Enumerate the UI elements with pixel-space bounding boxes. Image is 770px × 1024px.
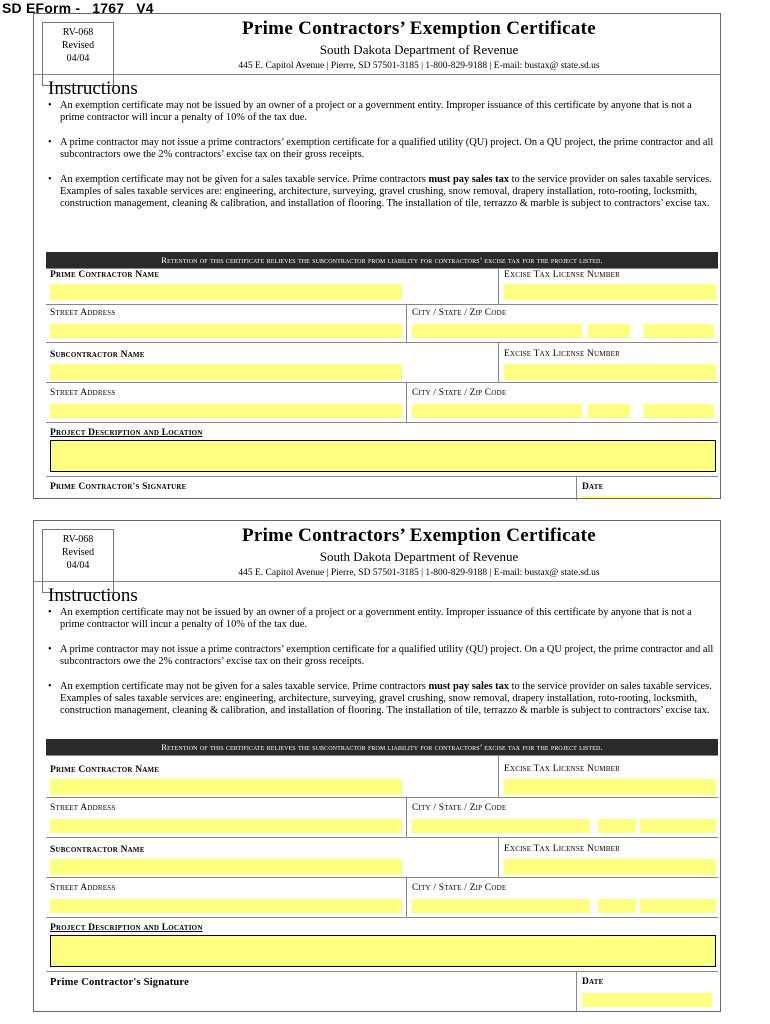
date-label: Date: [582, 977, 604, 987]
row-divider: [46, 755, 718, 756]
street-address-label: Street Address: [50, 803, 116, 813]
prime-contractor-name-field[interactable]: [50, 284, 402, 300]
subcontractor-name-label: Subcontractor Name: [50, 350, 145, 360]
revised-label: Revised: [61, 547, 95, 558]
project-description-field[interactable]: [50, 440, 716, 472]
excise-license-field[interactable]: [504, 779, 716, 795]
column-divider: [406, 382, 407, 422]
street-address-field[interactable]: [50, 819, 402, 833]
row-divider: [46, 422, 718, 423]
state-field[interactable]: [588, 404, 630, 418]
department-name: South Dakota Department of Revenue: [319, 42, 519, 57]
state-field[interactable]: [598, 899, 636, 913]
instruction-text-a: An exemption certificate may not be given for a sales taxable service. Prime contractors: [60, 173, 429, 185]
instructions-list: [48, 607, 718, 730]
subcontractor-name-field[interactable]: [50, 859, 402, 875]
revised-date: 04/04: [66, 53, 90, 64]
city-state-zip-label: City / State / Zip Code: [412, 883, 507, 893]
row-divider: [46, 342, 718, 343]
column-divider: [406, 304, 407, 342]
column-divider: [576, 476, 577, 500]
date-label: Date: [582, 482, 604, 492]
excise-license-label: Excise Tax License Number: [504, 270, 620, 280]
retention-banner: Retention of this certificate relieves the subcontractor from liability for contractors’ excise tax for the project listed.: [46, 739, 718, 755]
instruction-text-b: to the service provider on sales taxable services. Examples of sales taxable services are: engineering, architecture, surveying, gravel crushing, snow removal, drapery installation, roto-rooting, locksmith, construction management, cleaning & calibration, and installation of flooring. The installation of tile, terrazzo & marble is subject to contractors’ excise tax.: [60, 173, 712, 210]
prime-contractor-name-label: Prime Contractor Name: [50, 270, 160, 280]
street-address-label: Street Address: [50, 308, 116, 318]
street-address-label: Street Address: [50, 388, 116, 398]
column-divider: [406, 877, 407, 917]
eform-prefix: SD EForm -: [2, 0, 81, 16]
street-address-field[interactable]: [50, 899, 402, 913]
excise-license-field[interactable]: [504, 364, 716, 380]
instruction-text-b: to the service provider on sales taxable services. Examples of sales taxable services are: engineering, architecture, surveying, gravel crushing, snow removal, drapery installation, roto-rooting, locksmith, construction management, cleaning & calibration, and installation of flooring. The installation of tile, terrazzo & marble is subject to contractors’ excise tax.: [60, 680, 712, 717]
form-code-box: [42, 22, 114, 86]
street-address-label: Street Address: [50, 883, 116, 893]
instruction-item: • An exemption certificate may not be issued by an owner of a project or a government entity. Improper issuance of this certificate by anyone that is not a prime contractor will incur a penalty of 10% of the tax due.: [48, 100, 692, 124]
project-description-field[interactable]: [50, 935, 716, 967]
prime-contractor-name-field[interactable]: [50, 779, 402, 795]
form-header: [34, 521, 720, 582]
instruction-item: • A prime contractor may not issue a prime contractors’ exemption certificate for a qualified utility (QU) project. On a QU project, the prime contractor and all subcontractors owe the 2% contractors’ excise tax on their gross receipts.: [48, 643, 714, 668]
date-field[interactable]: [582, 496, 712, 498]
city-field[interactable]: [412, 404, 582, 418]
city-field[interactable]: [412, 899, 590, 913]
form-title: Prime Contractors’ Exemption Certificate: [241, 18, 597, 39]
form-header: [34, 14, 720, 75]
column-divider: [498, 268, 499, 304]
department-address: 445 E. Capitol Avenue | Pierre, SD 57501-3185 | 1-800-829-9188 | E-mail: bustax@ state.sd.us: [238, 61, 600, 71]
instruction-item: • A prime contractor may not issue a prime contractors’ exemption certificate for a qualified utility (QU) project. On a QU project, the prime contractor and all subcontractors owe the 2% contractors’ excise tax on their gross receipts.: [48, 136, 714, 161]
form-title: Prime Contractors’ Exemption Certificate: [241, 525, 597, 546]
state-field[interactable]: [588, 324, 630, 338]
form-code-box: [42, 529, 114, 593]
column-divider: [576, 971, 577, 1011]
column-divider: [406, 797, 407, 837]
row-divider: [46, 877, 718, 878]
row-divider: [46, 382, 718, 383]
signature-label: Prime Contractor's Signature: [50, 977, 189, 988]
instructions-heading: Instructions: [48, 78, 138, 99]
city-state-zip-label: City / State / Zip Code: [412, 308, 507, 318]
instruction-text: An exemption certificate may not be issued by an owner of a project or a government entity. Improper issuance of this certificate by anyone that is not a prime contractor will incur a penalty of 10% of the tax due.: [60, 607, 692, 631]
street-address-field[interactable]: [50, 404, 402, 418]
row-divider: [46, 268, 718, 269]
form-code: RV-068: [62, 534, 94, 545]
instruction-item: • An exemption certificate may not be given for a sales taxable service. Prime contractors must pay sales tax to the service provider on sales taxable services. Examples of sales taxable services are: engineering, architecture, surveying, gravel crushing, snow removal, drapery installation, roto-rooting, locksmith, construction management, cleaning & calibration, and installation of flooring. The installation of tile, terrazzo & marble is subject to contractors’ excise tax.: [48, 173, 712, 210]
instructions-heading: Instructions: [48, 585, 138, 606]
zip-field[interactable]: [644, 404, 714, 418]
eform-version: V4: [136, 0, 154, 16]
city-field[interactable]: [412, 819, 590, 833]
row-divider: [46, 837, 718, 838]
retention-banner: Retention of this certificate relieves the subcontractor from liability for contractors’ excise tax for the project listed.: [46, 252, 718, 268]
instruction-item: • An exemption certificate may not be issued by an owner of a project or a government entity. Improper issuance of this certificate by anyone that is not a prime contractor will incur a penalty of 10% of the tax due.: [48, 607, 692, 631]
instruction-item: • An exemption certificate may not be given for a sales taxable service. Prime contractors must pay sales tax to the service provider on sales taxable services. Examples of sales taxable services are: engineering, architecture, surveying, gravel crushing, snow removal, drapery installation, roto-rooting, locksmith, construction management, cleaning & calibration, and installation of flooring. The installation of tile, terrazzo & marble is subject to contractors’ excise tax.: [48, 680, 712, 717]
row-divider: [46, 476, 718, 477]
excise-license-field[interactable]: [504, 284, 716, 300]
zip-field[interactable]: [640, 899, 716, 913]
instruction-text: A prime contractor may not issue a prime contractors’ exemption certificate for a qualified utility (QU) project. On a QU project, the prime contractor and all subcontractors owe the 2% contractors’ excise tax on their gross receipts.: [60, 643, 714, 668]
row-divider: [46, 304, 718, 305]
column-divider: [498, 342, 499, 382]
form-code: RV-068: [62, 27, 94, 38]
certificate-form-1: [33, 13, 721, 499]
excise-license-label: Excise Tax License Number: [504, 349, 620, 359]
instructions-list: [48, 100, 718, 223]
column-divider: [498, 837, 499, 877]
eform-number: 1767: [92, 0, 125, 16]
subcontractor-name-label: Subcontractor Name: [50, 845, 145, 855]
city-field[interactable]: [412, 324, 582, 338]
date-field[interactable]: [582, 993, 712, 1007]
excise-license-label: Excise Tax License Number: [504, 764, 620, 774]
certificate-form-2: [33, 520, 721, 1012]
revised-date: 04/04: [66, 560, 90, 571]
prime-contractor-name-label: Prime Contractor Name: [50, 765, 160, 775]
instruction-text-bold: must pay sales tax: [428, 173, 509, 185]
project-description-label: Project Description and Location: [50, 428, 203, 438]
subcontractor-name-field[interactable]: [50, 364, 402, 380]
street-address-field[interactable]: [50, 324, 402, 338]
excise-license-label: Excise Tax License Number: [504, 844, 620, 854]
city-state-zip-label: City / State / Zip Code: [412, 803, 507, 813]
state-field[interactable]: [598, 819, 636, 833]
zip-field[interactable]: [640, 819, 716, 833]
row-divider: [46, 971, 718, 972]
city-state-zip-label: City / State / Zip Code: [412, 388, 507, 398]
instruction-text: A prime contractor may not issue a prime contractors’ exemption certificate for a qualified utility (QU) project. On a QU project, the prime contractor and all subcontractors owe the 2% contractors’ excise tax on their gross receipts.: [60, 136, 714, 161]
column-divider: [498, 755, 499, 797]
signature-label: Prime Contractor's Signature: [50, 482, 187, 492]
department-address: 445 E. Capitol Avenue | Pierre, SD 57501-3185 | 1-800-829-9188 | E-mail: bustax@ state.sd.us: [238, 568, 600, 578]
project-description-label: Project Description and Location: [50, 923, 203, 933]
instruction-text: An exemption certificate may not be issued by an owner of a project or a government entity. Improper issuance of this certificate by anyone that is not a prime contractor will incur a penalty of 10% of the tax due.: [60, 100, 692, 124]
row-divider: [46, 917, 718, 918]
excise-license-field[interactable]: [504, 859, 716, 875]
revised-label: Revised: [61, 40, 95, 51]
department-name: South Dakota Department of Revenue: [319, 549, 519, 564]
instruction-text-a: An exemption certificate may not be given for a sales taxable service. Prime contractors: [60, 680, 429, 692]
row-divider: [46, 797, 718, 798]
zip-field[interactable]: [644, 324, 714, 338]
instruction-text-bold: must pay sales tax: [428, 680, 509, 692]
